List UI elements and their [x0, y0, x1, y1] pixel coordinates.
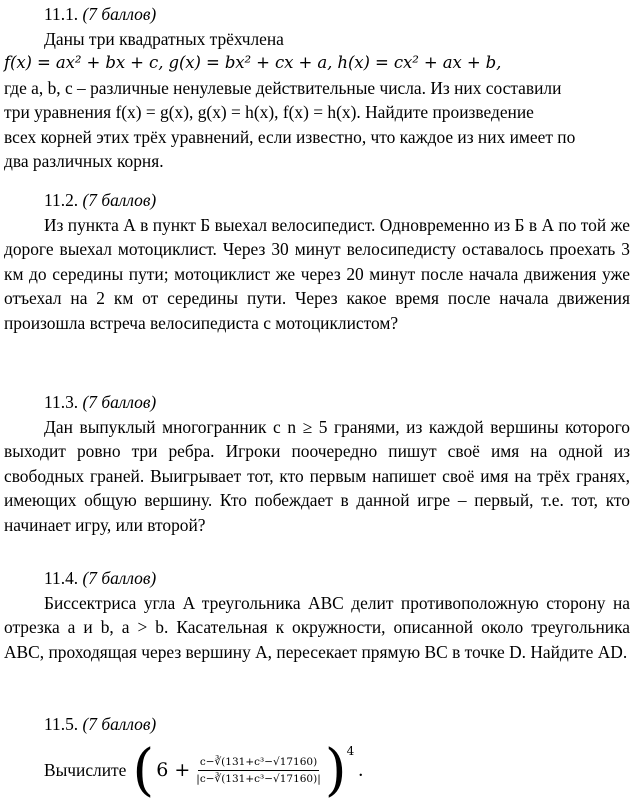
formula: f(x) = ax² + bx + c, g(x) = bx² + cx + a, h(x) = cx² + ax + b,: [4, 53, 502, 72]
problem-text: два различных корня.: [4, 151, 164, 171]
problem-heading: [4, 566, 630, 591]
problem-points: (7 баллов): [82, 4, 157, 24]
problem-points: (7 баллов): [82, 392, 157, 412]
fraction: [194, 754, 322, 787]
right-paren: ): [324, 737, 347, 803]
paren-content: [154, 754, 325, 787]
calc-label: Вычислите: [44, 760, 127, 781]
denominator: |c−∛(131+c³−√17160)|: [196, 773, 321, 785]
problem-text: три уравнения f(x) = g(x), g(x) = h(x), f(x) = h(x). Найдите произведение: [4, 102, 534, 122]
six-plus: 6 +: [156, 759, 191, 782]
problem-number: 11.4.: [44, 568, 79, 588]
problem-11-5: [4, 712, 630, 803]
problem-number: 11.5.: [44, 714, 79, 734]
numerator: c−∛(131+c³−√17160): [198, 754, 319, 771]
problem-heading: [4, 2, 630, 27]
problem-text: Даны три квадратных трёхчлена: [44, 28, 284, 49]
problem-11-2: [4, 188, 630, 335]
problem-text: всех корней этих трёх уравнений, если известно, что каждое из них имеет по: [4, 126, 576, 147]
problem-number: 11.1.: [44, 4, 79, 24]
problem-points: (7 баллов): [82, 714, 157, 734]
problem-text: Дан выпуклый многогранник с n ≥ 5 гранями, из каждой вершины которого выходит ровно три ребра. Игроки поочередно пишут своё имя на одной из свободных граней. Выигрывает тот, кто первым напишет своё имя на трёх гранях, имеющих общую вершину. Кто побеждает в данной игре – первый, т.е. тот, кто начинает игру, или второй?: [4, 416, 630, 535]
exponent: 4: [346, 743, 355, 758]
problem-heading: [4, 390, 630, 415]
problem-heading: [4, 188, 630, 213]
problem-11-4: [4, 566, 630, 664]
problem-heading: [4, 712, 630, 737]
problem-text: Из пункта А в пункт Б выехал велосипедист. Одновременно из Б в А по той же дороге выехал мотоциклист. Через 30 минут велосипедисту оставалось проехать 3 км до середины пути; мотоциклист же через 20 минут после начала движения уже отъехал на 2 км от середины пути. Через какое время после начала движения произошла встреча велосипедиста с мотоциклистом?: [4, 214, 630, 333]
expression: [4, 737, 630, 803]
problem-points: (7 баллов): [82, 568, 157, 588]
problem-text: Биссектриса угла A треугольника ABC делит противоположную сторону на отрезка a и b, a > b. Касательная к окружности, описанной около треугольника ABC, проходящая через вершину A, пересекает прямую BC в точке D. Найдите AD.: [4, 592, 630, 662]
left-paren: (: [132, 737, 155, 803]
problem-text: где a, b, c – различные ненулевые действительные числа. Из них составили: [4, 77, 562, 98]
problem-11-1: [4, 2, 630, 174]
problem-number: 11.3.: [44, 392, 79, 412]
problem-points: (7 баллов): [82, 190, 157, 210]
end-dot: .: [358, 759, 364, 782]
problem-number: 11.2.: [44, 190, 79, 210]
problem-11-3: [4, 390, 630, 537]
